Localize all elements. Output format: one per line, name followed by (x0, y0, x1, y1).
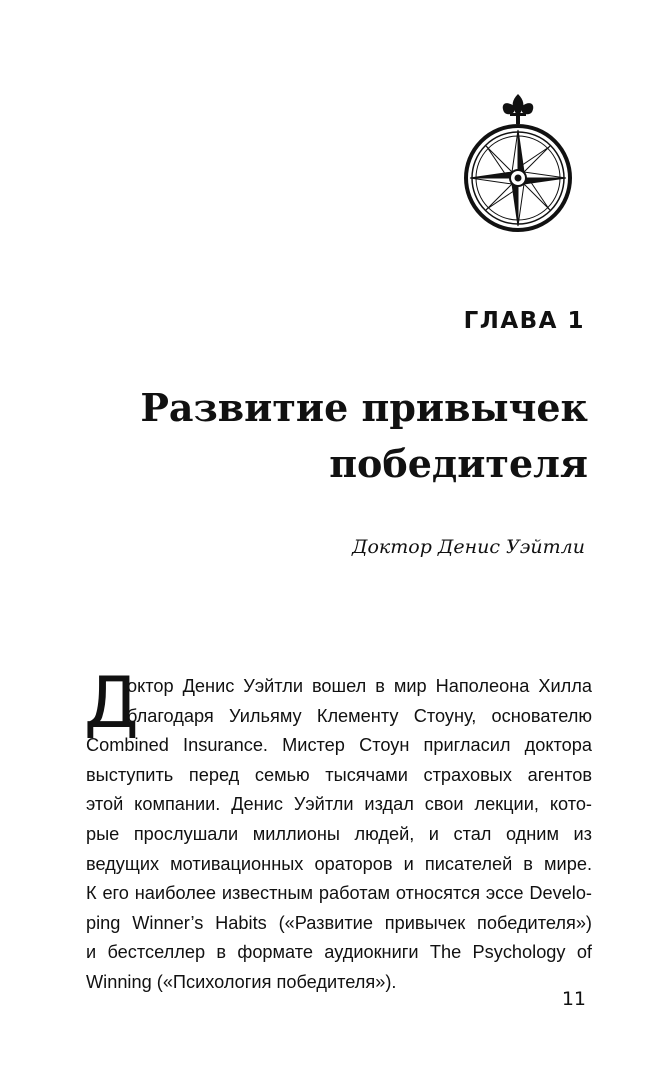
body-line: Winning («Психология победителя»). (86, 971, 397, 992)
body-line: и бестселлер в формате аудиокниги The Psychology of (86, 942, 592, 963)
compass-rose-icon (458, 92, 578, 234)
page-number: 11 (561, 988, 586, 1010)
body-line: К его наиболее известным работам относятся эссе Develo- (86, 883, 592, 904)
author-name: Доктор Денис Уэйтли (352, 536, 585, 558)
body-line: этой компании. Денис Уэйтли издал свои лекции, кото- (86, 794, 592, 815)
body-paragraph (86, 672, 592, 998)
body-line: рые прослушали миллионы людей, и стал одним из (86, 823, 592, 844)
body-line: выступить перед семью тысячами страховых агентов (86, 764, 592, 785)
body-line: Combined Insurance. Мистер Стоун пригласил доктора (86, 735, 592, 756)
chapter-label: ГЛАВА 1 (463, 308, 585, 334)
body-line: ведущих мотивационных ораторов и писателей в мире. (86, 853, 592, 874)
body-line: ping Winner’s Habits («Развитие привычек победителя») (86, 912, 592, 933)
body-line: благодаря Уильяму Клементу Стоуну, основателю (127, 705, 592, 726)
chapter-title-line: победителя (329, 441, 588, 486)
body-line: октор Денис Уэйтли вошел в мир Наполеона Хилла (127, 676, 592, 696)
drop-cap: Д (84, 662, 139, 744)
chapter-title-line: Развитие привычек (140, 385, 588, 430)
chapter-title (48, 380, 588, 492)
